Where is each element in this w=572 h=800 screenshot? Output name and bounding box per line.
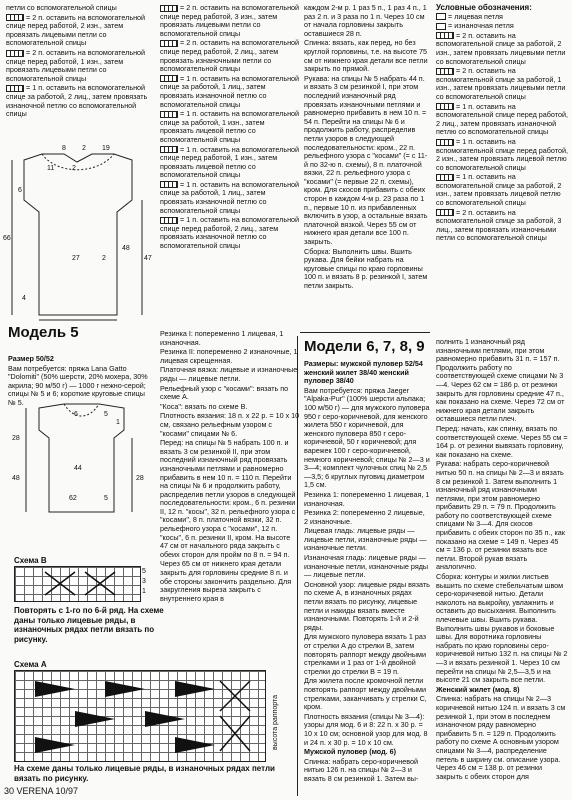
- cable-symbol-icon: [160, 181, 178, 188]
- garment-pattern-1: [2, 140, 152, 325]
- text-para: = 1 п. оставить на вспомогательной спице перед работой, 1 изн., затем провязать лицевой петлю со вспомогательной спицы: [160, 144, 300, 180]
- text-para: Основной узор: лицевые ряды вязать по схеме А, в изнаночных рядах петли вязать по рисунку, лицевые петли и накиды вязать вместе изнаночными. Повторять 1-й и 2-й ряды.: [304, 579, 430, 632]
- cable-symbol-icon: [6, 14, 24, 21]
- text-para: Спинка: набрать на спицы № 2—3 коричневой нитью 124 п. и вязать 3 см резинкой 1, при этом в последнем изнаночном ряду равномерно прибавить 5 п. = 129 п. Продолжить работу по схеме А основным узором спицами № 3—4, распределение петель в ширину см. описание узора. Через 46 см = 138 р. от резинки закрыть с обеих сторон для: [436, 694, 566, 781]
- divider: [297, 336, 298, 796]
- legend-item: = изнаночная петля: [448, 21, 514, 31]
- legend-title: Условные обозначения:: [436, 3, 532, 12]
- legend-item: = лицевая петля: [448, 11, 503, 21]
- text-para: = 1 п. оставить на вспомогательной спице за работой, 1 лиц., затем провязать изнаночной петлю со вспомогательной спицы: [160, 73, 300, 109]
- col3-text: [304, 4, 430, 292]
- dim-label: 48: [12, 475, 20, 482]
- scheme-b-title: Схема В: [14, 556, 47, 565]
- cable-symbol-icon: [436, 139, 454, 146]
- row-number: 3: [142, 578, 146, 585]
- text-para: Сборка: контуры и жилки листьев вышить по схеме стебельчатым швом серо-коричневой нитью. Детали наколоть на выкройку, увлажнить и оставить до высыхания. Выполнить плечевые швы. Вшить рукава. Выполнить швы рукавов и боковые швы. Для воротника горловины набрать по краю горловины серо-коричневой нитью 132 п. на спицы № 2—3 и вязать резинкой 1. Через 10 см перейти на спицы № 2,5—3,5 и на высоте 21 см закрыть все петли.: [436, 572, 568, 685]
- models6-9-title: Модели 6, 7, 8, 9: [304, 338, 425, 355]
- cable-symbol-icon: [160, 217, 178, 224]
- subheading: Мужской пуловер (мод. 6): [304, 747, 397, 757]
- dim-label: 8: [62, 145, 66, 152]
- legend-item: = 1 п. оставить на вспомогательной спице перед работой, 2 изн., затем провязать лицевой петлю со вспомогательной спицы: [436, 136, 568, 172]
- text-para: Перед: начать, как спинку, вязать по соответствующей схеме. Через 55 см = 164 р. от резинки вывязать горловину, как показано на схеме.: [436, 423, 568, 459]
- text-para: = 2 п. оставить на вспомогательной спице перед работой, 2 изн., затем провязать лицевыми петли со вспомогательной спицы: [6, 12, 146, 48]
- text-para: Рельефный узор с "косами": вязать по схеме А.: [160, 383, 289, 402]
- text-para: = 2 п. оставить на вспомогательной спице перед работой, 2 лиц., затем провязать изнаночными петли со вспомогательной спицы: [160, 38, 300, 74]
- cable-symbol-icon: [436, 209, 454, 216]
- cable-symbol-icon: [436, 32, 454, 39]
- dim-label: 27: [72, 255, 80, 262]
- row-number: 1: [142, 588, 146, 595]
- scheme-a-title: Схема А: [14, 660, 47, 669]
- scheme-a-grid: [14, 670, 266, 762]
- text-para: = 1 п. оставить на вспомогательной спице за работой, 2 лиц., затем провязать изнаночной петлю со вспомогательной спицы: [6, 83, 148, 119]
- legend: [436, 4, 568, 244]
- dim-label: 6: [18, 187, 22, 194]
- legend-item: = 2 п. оставить на вспомогательной спице за работой, 3 лиц., затем провязать изнаночными петли со вспомогательной спицы: [436, 207, 562, 243]
- knit-stitch-icon: [436, 13, 446, 20]
- text-para: Спинка: вязать, как перед, но без круглой горловины, т.е. на высоте 75 см от нижнего края детали все петли закрыть по прямой.: [304, 38, 428, 74]
- dim-label: 4: [22, 295, 26, 302]
- row-number: 5: [142, 568, 146, 575]
- col2-text: [160, 4, 300, 252]
- legend-item: = 2 п. оставить на вспомогательной спице за работой, 1 изн., затем провязать лицевыми петли со вспомогательной спицы: [436, 66, 566, 101]
- text-para: Резинка 2: попеременно 2 лицевые, 2 изнаночные.: [304, 508, 425, 526]
- garment-pattern-2: [4, 400, 154, 520]
- cable-symbol-icon: [436, 68, 454, 75]
- dim-label: 5: [104, 411, 108, 418]
- scheme-b-grid: [14, 566, 141, 602]
- text-para: Резинка II: попеременно 2 изнаночные, 1 лицевая скрещенная.: [160, 347, 298, 365]
- cable-symbol-icon: [160, 146, 178, 153]
- text-para: Вам потребуется: пряжа Jaeger "Alpaka-Pur" (100% шерсти альпака; 100 м/50 г) — для мужского пуловера 950 г серо-коричневой, для женского жилета 550 г коричневой, для женского пуловера 850 г серо-коричневой, 50 г коричневой; для варежек 100 г серо-коричневой, немного коричневой; спицы № 2—3 и 3—4; комплект чулочных спиц № 2,5—3,5; 6 круглых пуговиц диаметром 1,5 см.: [304, 385, 430, 490]
- cable-symbol-icon: [160, 75, 178, 82]
- text-para: Плотность вязания: 18 п. x 22 р. = 10 x 10 см, связано рельефным узором с "косами" спицами № 6.: [160, 411, 300, 438]
- text-para: Лицевая гладь: лицевые ряды — лицевые петли, изнаночные ряды — изнаночные петли.: [304, 526, 427, 553]
- dim-label: 5: [104, 495, 108, 502]
- text-para: Изнаночная гладь: лицевые ряды — изнаночные петли, изнаночные ряды — лицевые петли.: [304, 553, 429, 580]
- cable-symbol-icon: [436, 103, 454, 110]
- sizes-label: Размеры: мужской пуловер 52/54 женский жилет 38/40 женский пуловер 38/40: [304, 359, 423, 386]
- dim-label: 6: [74, 411, 78, 418]
- dim-label: 47: [144, 255, 152, 262]
- model5-col-b: [160, 330, 300, 604]
- cable-symbol-icon: [160, 5, 178, 12]
- dim-label: 28: [12, 435, 20, 442]
- text-para: = 1 п. оставить на вспомогательной спице перед работой, 2 лиц., затем провязать изнаночной петлю со вспомогательной спицы: [160, 215, 300, 251]
- text-para: = 2 п. оставить на вспомогательной спице перед работой, 3 изн., затем провязать лицевыми петли со вспомогательной спицы: [160, 3, 300, 38]
- subheading: Женский жилет (мод. 8): [436, 684, 520, 694]
- cable-symbol-icon: [6, 85, 24, 92]
- size-label: Размер 50/52: [8, 354, 54, 363]
- text-para: Рукава: на спицы № 5 набрать 44 п. и вязать 3 см резинкой I, при этом последний изнаночный ряд провязать изнаночными петлями и равномерно прибавить в нем 10 п. = 54 п. Перейти на спицы № 6 и продолжить работу, распределив петли узоров в следующей последовательности: кром., 22 п. рельефного узора с "косами" (= с 11-й по 32-ю п. схемы), 8 п. платочной вязки, 22 п. рельефного узора с "косами" (= первые 22 п. схемы), кром. Для скосов прибавить с обеих сторон в каждом 4-м р. 23 раза по 1 п., первые 10 п. из прибавленных включить в узор, а остальные вязать платочной вязкой. Через 55 см от нижнего края детали все 100 п. закрыть.: [304, 73, 428, 247]
- text-para: Резинка I: попеременно 1 лицевая, 1 изнаночная.: [160, 329, 284, 347]
- text-para: Сборка: Выполнить швы. Вшить рукава. Для бейки набрать на круговые спицы по краю горловины 100 п. и вязать 8 р. резинкой I, затем петли закрыть.: [304, 246, 428, 290]
- model5-title: Модель 5: [8, 324, 79, 341]
- col4-bottom: [436, 338, 568, 782]
- text-para: Платочная вязка: лицевые и изнаночные ряды — лицевые петли.: [160, 365, 298, 383]
- text-para: Спинка: набрать серо-коричневой нитью 126 п. на спицы № 2—3 и вязать 8 см резинкой 1. Затем вы-: [304, 756, 419, 783]
- purl-stitch-icon: [436, 23, 446, 30]
- legend-item: = 1 п. оставить на вспомогательной спице перед работой, 2 лиц., затем провязать изнаночной петлю со вспомогательной спицы: [436, 101, 568, 137]
- legend-item: = 1 п. оставить на вспомогательной спице за работой, 2 изн., затем провязать лицевой петлю со вспомогательной спицы: [436, 172, 562, 208]
- text-para: Рукава: набрать серо-коричневой нитью 50 п. на спицы № 2—3 и вязать 8 см резинкой 1. Затем выполнить 1 изнаночный ряд изнаночными петлями, при этом равномерно прибавить 29 п. = 79 п. Продолжить работу по соответствующей схеме спицами № 3—4. Для скосов прибавить с обеих сторон по 35 п., как показано на схеме = 149 п. Через 45 см = 136 р. от резинки вязать все петли. Второй рукав вязать аналогично.: [436, 459, 565, 572]
- dim-label: 48: [122, 245, 130, 252]
- text-para: Вам потребуется: пряжа Lana Gatto "Dolomiti" (50% шерсти, 20% мохера, 30% акрила; 90 м/50 г) — 1000 г нежно-серой; спицы № 5 и 6; короткие круговые спицы № 5.: [8, 363, 148, 407]
- cable-chart-marks: [15, 671, 265, 761]
- text-para: Резинка 1: попеременно 1 лицевая, 1 изнаночная.: [304, 489, 430, 508]
- dim-label: 1: [116, 419, 120, 426]
- scheme-a-side-label: высота раппорта: [272, 694, 279, 750]
- text-para: = 2 п. оставить на вспомогательной спице перед работой, 1 изн., затем провязать лицевыми петли со вспомогательной спицы: [6, 47, 146, 83]
- cable-symbol-icon: [160, 111, 178, 118]
- dim-label: 2: [72, 165, 76, 172]
- dim-label: 66: [3, 235, 11, 242]
- text-para: полнить 1 изнаночный ряд изнаночными петлями, при этом равномерно прибавить 31 п. = 157 п. Продолжить работу по соответствующей схеме спицами № 3—4. Через 62 см = 186 р. от резинки закрыть для горловины средние 47 п., как показано на схеме. Через 72 см от нижнего края детали закрыть оставшиеся петли плеч.: [436, 337, 565, 424]
- text-para: Через 65 см от нижнего края детали закрыть для горловины средние 8 п. и обе стороны закончить раздельно. Для закругления выреза закрыть с внутреннего края в: [160, 559, 292, 603]
- cable-chart-marks: [15, 567, 140, 601]
- text-para: петли со вспомогательной спицы: [6, 3, 117, 12]
- col1-text: [6, 4, 154, 120]
- dim-label: 2: [82, 145, 86, 152]
- text-para: Плотность вязания (спицы № 3—4): узоры для мод. 6 и 8: 22 п. x 30 р. = 10 x 10 см; основной узор для мод. 8 и 24 п. x 30 р. = 10 x 10 см.: [304, 711, 428, 747]
- text-para: Перед: на спицы № 5 набрать 100 п. и вязать 3 см резинкой II, при этом последний изнаночный ряд провязать изнаночными петлями и равномерно прибавить в нем 10 п. = 110 п. Перейти на спицы № 6 и продолжить работу, распределив петли узоров в следующей последовательности: кром., 6 п. резинки II, 12 п. "косы", 32 п. рельефного узора с "косами", 8 п. платочной вязки, 32 п. рельефного узора с "косами", 12 п. "косы", 6 п. резинки II, кром. На высоте 47 см от начального ряда закрыть с обеих сторон для пройм по 8 п. = 94 п.: [160, 438, 296, 559]
- dim-label: 19: [102, 145, 110, 152]
- legend-item: = 2 п. оставить на вспомогательной спице за работой, 2 изн., затем провязать лицевыми петли со вспомогательной спицы: [436, 30, 566, 66]
- cable-symbol-icon: [6, 50, 24, 57]
- dim-label: 62: [69, 495, 77, 502]
- dim-label: 28: [136, 475, 144, 482]
- scheme-b-row-labels: [142, 567, 156, 597]
- scheme-b-note: Повторять с 1-го по 6-й ряд. На схеме даны только лицевые ряды, в изнаночных рядах петли вязать по рисунку.: [14, 606, 164, 644]
- text-para: Для жилета после кромочной петли повторять раппорт между двойными стрелками, заканчивать у стрелки С, кром.: [304, 676, 427, 712]
- text-para: каждом 2-м р. 1 раз 5 п., 1 раз 4 п., 1 раз 2 п. и 3 раза по 1 п. Через 10 см от начала горловины закрыть оставшиеся 28 п.: [304, 3, 427, 38]
- divider: [300, 332, 430, 333]
- dim-label: 44: [74, 465, 82, 472]
- models6-9-body: [304, 360, 430, 785]
- cable-symbol-icon: [436, 174, 454, 181]
- text-para: Для мужского пуловера вязать 1 раз от стрелки А до стрелки В, затем повторять раппорт между двойными стрелками и 1 раз от 1-й двойной стрелки до стрелки В = 19 п.: [304, 632, 427, 676]
- text-para: "Коса": вязать по схеме В.: [160, 401, 248, 411]
- dim-label: 2: [102, 255, 106, 262]
- page-footer: 30 VERENA 10/97: [4, 786, 79, 796]
- text-para: = 1 п. оставить на вспомогательной спице за работой, 1 изн., затем провязать лицевой петлю со вспомогательной спицы: [160, 109, 300, 144]
- cable-symbol-icon: [160, 40, 178, 47]
- dim-label: 11: [47, 165, 55, 172]
- text-para: = 1 п. оставить на вспомогательной спице за работой, 1 лиц., затем провязать изнаночной петлю со вспомогательной спицы: [160, 179, 300, 215]
- scheme-a-note: На схеме даны только лицевые ряды, в изнаночных рядах петли вязать по рисунку.: [14, 764, 275, 783]
